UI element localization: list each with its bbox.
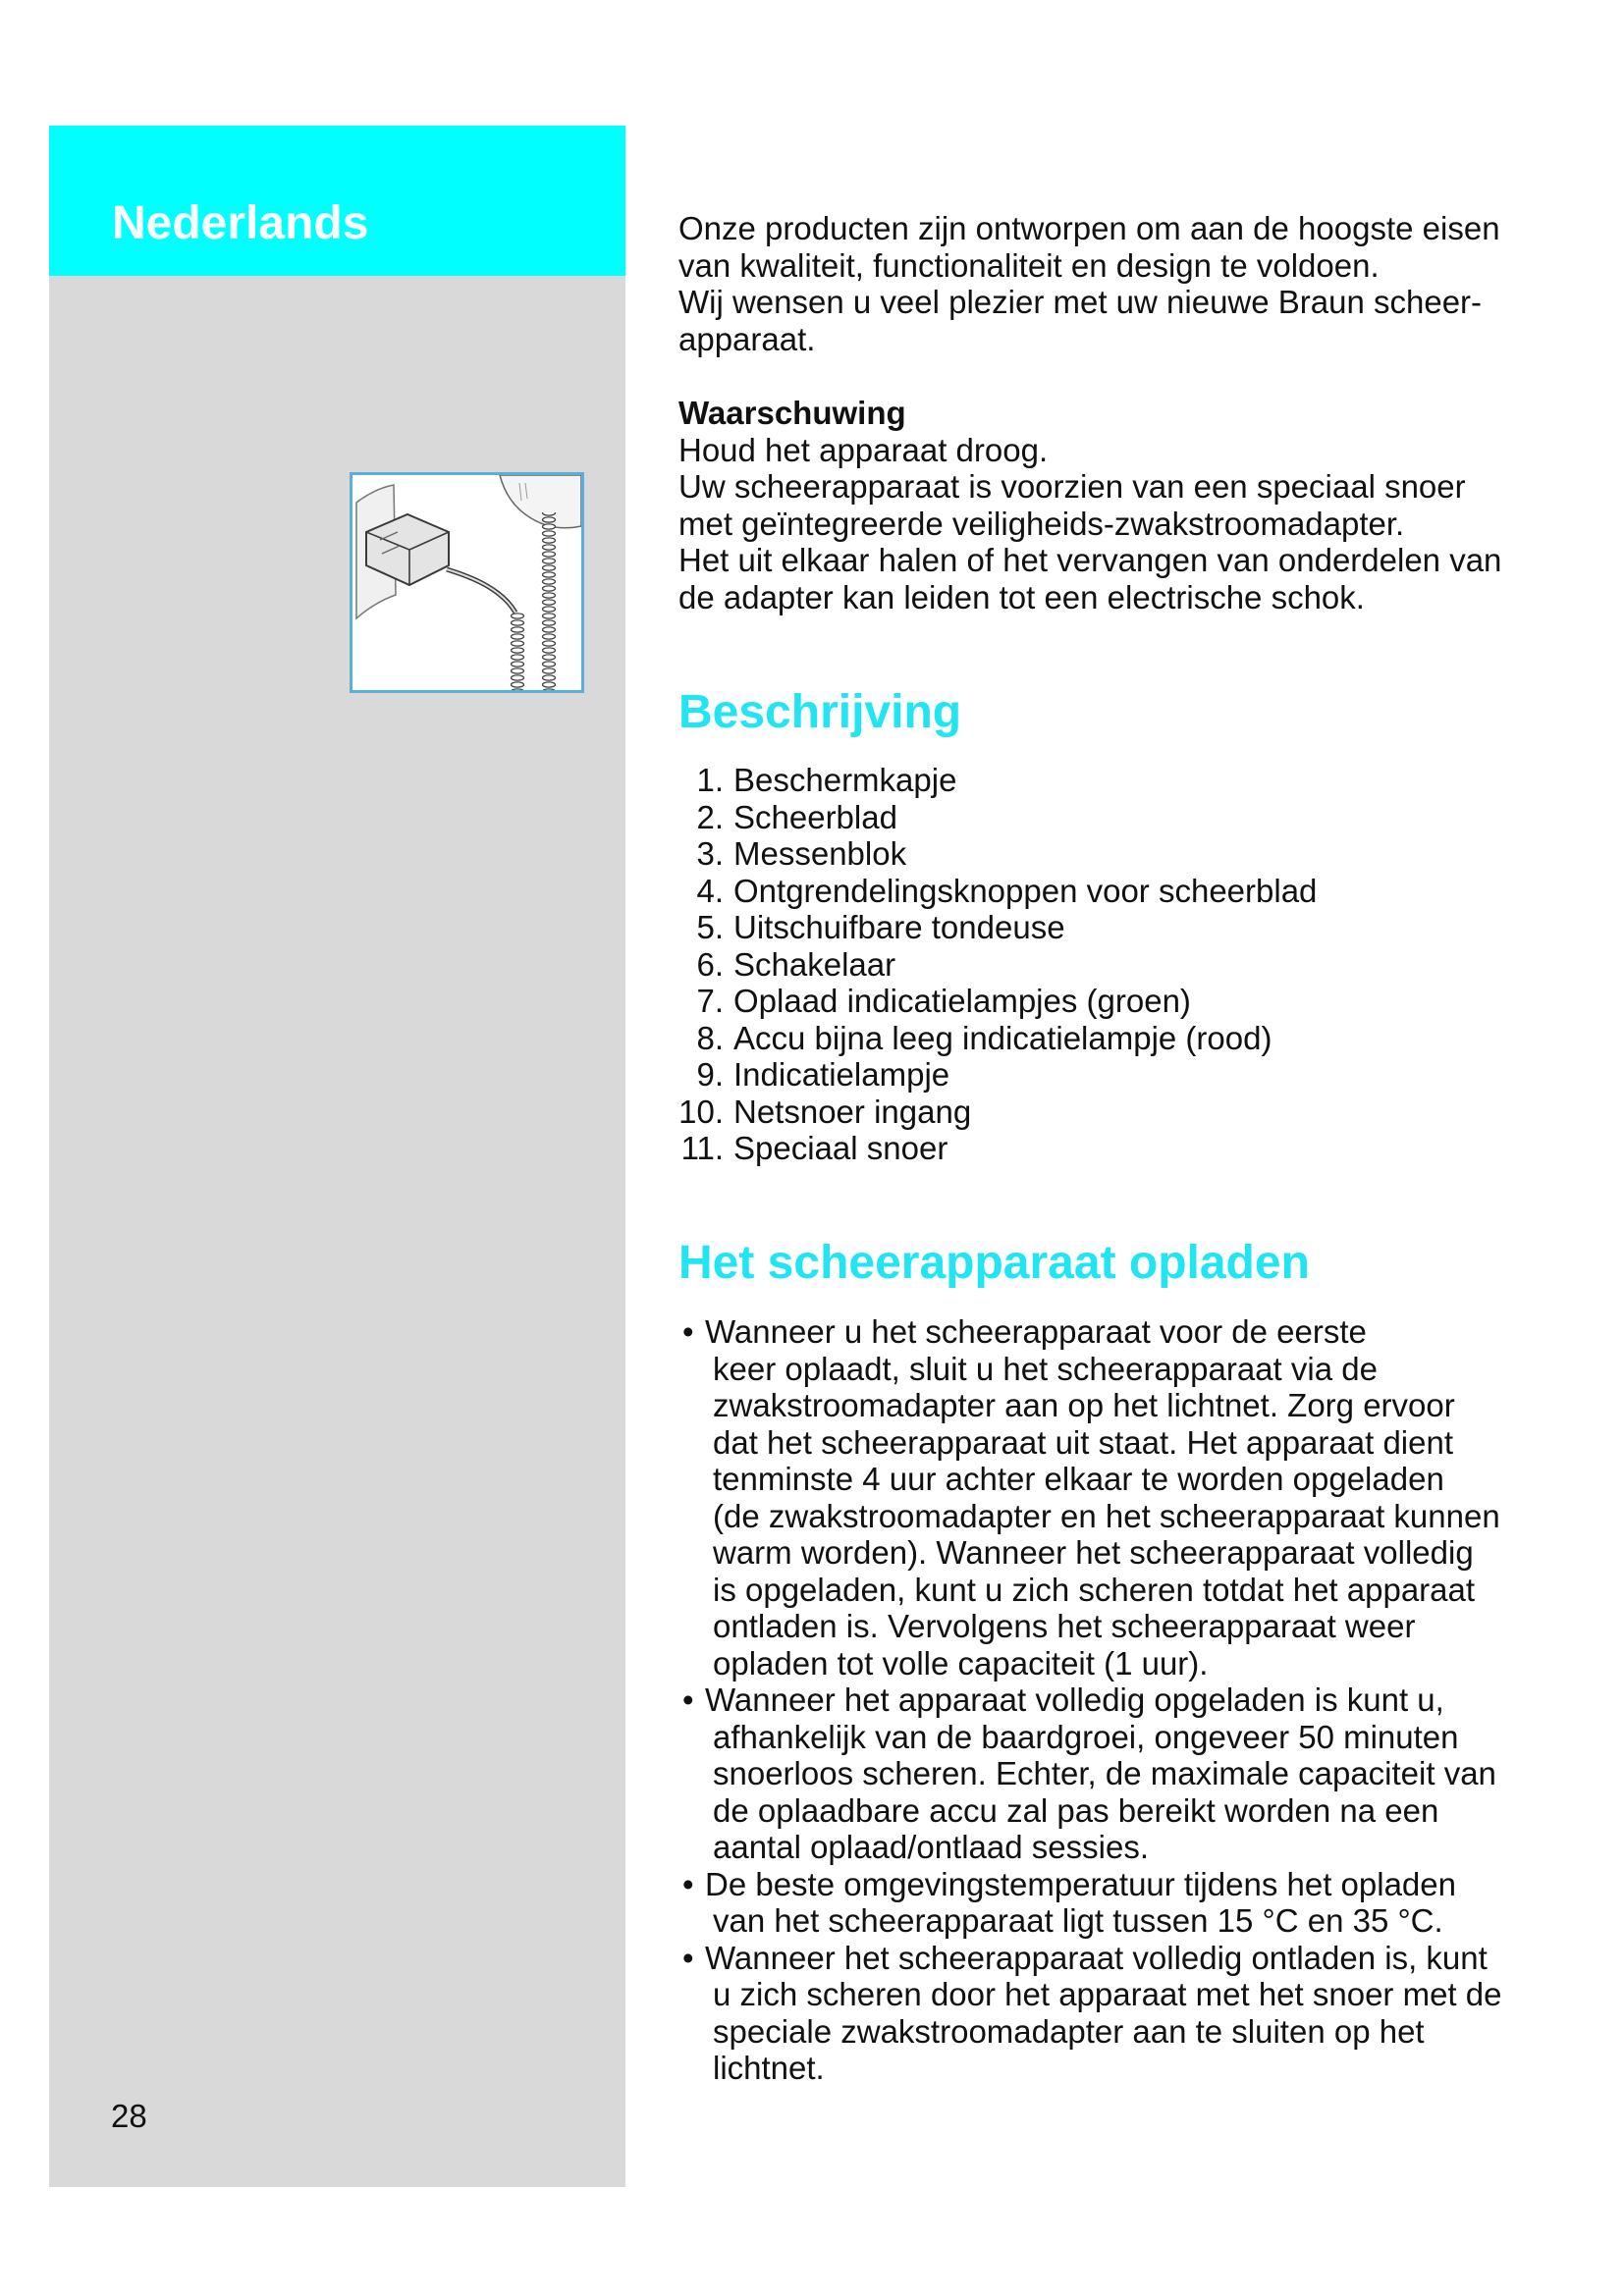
list-item (678, 1094, 1317, 1131)
item-text: Accu bijna leeg indicatielampje (rood) (733, 1019, 1272, 1056)
item-number: 6. (696, 945, 724, 983)
bullet-item (678, 1682, 1501, 1866)
item-number: 4. (696, 872, 724, 909)
bullet-dot: • (682, 1313, 694, 1350)
bullet-line: lichtnet. (713, 2050, 825, 2086)
item-number: 5. (696, 909, 724, 945)
bullet-line: dat het scheerapparaat uit staat. Het apparaat dient (713, 1423, 1454, 1461)
item-number: 8. (696, 1019, 724, 1056)
list-item (678, 835, 1317, 873)
sidebar (49, 126, 625, 2187)
intro-line: apparaat. (678, 320, 816, 357)
bullet-line: opladen tot volle capaciteit (1 uur). (713, 1644, 1209, 1682)
item-text: Indicatielampje (733, 1056, 950, 1093)
warning-heading: Waarschuwing (678, 395, 906, 431)
warning-line: de adapter kan leiden tot een electrische schok. (678, 578, 1365, 615)
bullet-text: Wanneer het apparaat volledig opgeladen is kunt u, (705, 1682, 1444, 1718)
warning-line: met geïntegreerde veiligheids-zwakstroomadapter. (678, 505, 1405, 542)
bullet-line: zwakstroomadapter aan op het lichtnet. Zorg ervoor (713, 1387, 1455, 1423)
bullet-line: ontladen is. Vervolgens het scheerapparaat weer (713, 1608, 1416, 1644)
bullet-line (678, 1682, 1501, 1719)
item-text: Uitschuifbare tondeuse (733, 909, 1065, 945)
item-number: 11. (680, 1130, 724, 1166)
bullet-line: tenminste 4 uur achter elkaar te worden opgeladen (713, 1461, 1444, 1497)
list-item (678, 909, 1317, 946)
item-text: Oplaad indicatielampjes (groen) (733, 983, 1191, 1019)
plug-and-cord-illustration (350, 472, 584, 693)
list-item (678, 799, 1317, 836)
item-text: Netsnoer ingang (733, 1093, 972, 1130)
bullet-text: Wanneer het scheerapparaat volledig ontladen is, kunt (705, 1939, 1488, 1976)
intro-paragraph (678, 210, 1500, 357)
list-item (678, 762, 1317, 799)
bullet-text: Wanneer u het scheerapparaat voor de eerste (705, 1313, 1367, 1350)
bullet-line: aantal oplaad/ontlaad sessies. (713, 1829, 1149, 1865)
item-text: Ontgrendelingsknoppen voor scheerblad (733, 872, 1318, 909)
warning-line: Het uit elkaar halen of het vervangen van onderdelen van (678, 542, 1502, 578)
intro-line: Wij wensen u veel plezier met uw nieuwe Braun scheer- (678, 284, 1483, 320)
bullet-line: is opgeladen, kunt u zich scheren totdat het apparaat (713, 1571, 1476, 1608)
description-heading: Beschrijving (678, 686, 962, 738)
list-item (678, 946, 1317, 984)
bullet-line: warm worden). Wanneer het scheerapparaat volledig (713, 1534, 1474, 1571)
item-number: 9. (696, 1056, 724, 1093)
item-text: Schakelaar (733, 945, 896, 983)
bullet-line: afhankelijk van de baardgroei, ongeveer 50 minuten (713, 1718, 1459, 1755)
item-text: Beschermkapje (733, 762, 957, 798)
bullet-item (678, 1313, 1501, 1682)
item-text: Scheerblad (733, 798, 897, 835)
item-number: 3. (696, 835, 724, 872)
warning-line: Houd het apparaat droog. (678, 431, 1049, 468)
charging-heading: Het scheerapparaat opladen (678, 1237, 1310, 1289)
item-text: Messenblok (733, 835, 907, 872)
bullet-line (678, 1866, 1501, 1903)
bullet-line: van het scheerapparaat ligt tussen 15 °C en 35 °C. (713, 1902, 1443, 1939)
bullet-line: speciale zwakstroomadapter aan te sluiten op het (713, 2012, 1425, 2050)
warning-line: Uw scheerapparaat is voorzien van een speciaal snoer (678, 468, 1466, 505)
warning-section (678, 395, 1501, 615)
list-item (678, 983, 1317, 1020)
list-item (678, 1056, 1317, 1094)
bullet-line: de oplaadbare accu zal pas bereikt worden na een (713, 1791, 1439, 1829)
bullet-text: De beste omgevingstemperatuur tijdens het opladen (705, 1865, 1456, 1902)
intro-line: van kwaliteit, functionaliteit en design te voldoen. (678, 246, 1380, 284)
bullet-dot: • (682, 1939, 694, 1976)
bullet-line: u zich scheren door het apparaat met het snoer met de (713, 1976, 1502, 2012)
bullet-line: (de zwakstroomadapter en het scheerapparaat kunnen (713, 1497, 1500, 1534)
list-item (678, 873, 1317, 910)
description-list (678, 762, 1317, 1167)
bullet-line: snoerloos scheren. Echter, de maximale capaciteit van (713, 1755, 1496, 1791)
bullet-line (678, 1940, 1501, 1977)
language-title: Nederlands (112, 197, 369, 249)
bullet-line: keer oplaadt, sluit u het scheerapparaat via de (713, 1350, 1378, 1387)
item-number: 7. (696, 983, 724, 1019)
page-number: 28 (111, 2098, 147, 2134)
bullet-dot: • (682, 1865, 694, 1902)
intro-line: Onze producten zijn ontworpen om aan de hoogste eisen (678, 210, 1500, 246)
charging-bullets (678, 1313, 1501, 2087)
language-header (49, 126, 625, 276)
item-number: 10. (678, 1093, 724, 1130)
item-text: Speciaal snoer (733, 1130, 948, 1166)
item-number: 1. (696, 762, 724, 798)
item-number: 2. (696, 798, 724, 835)
list-item (678, 1020, 1317, 1057)
list-item (678, 1130, 1317, 1167)
bullet-line (678, 1313, 1501, 1351)
plug-icon (352, 475, 581, 690)
bullet-item (678, 1866, 1501, 1940)
bullet-item (678, 1940, 1501, 2087)
bullet-dot: • (682, 1682, 694, 1718)
